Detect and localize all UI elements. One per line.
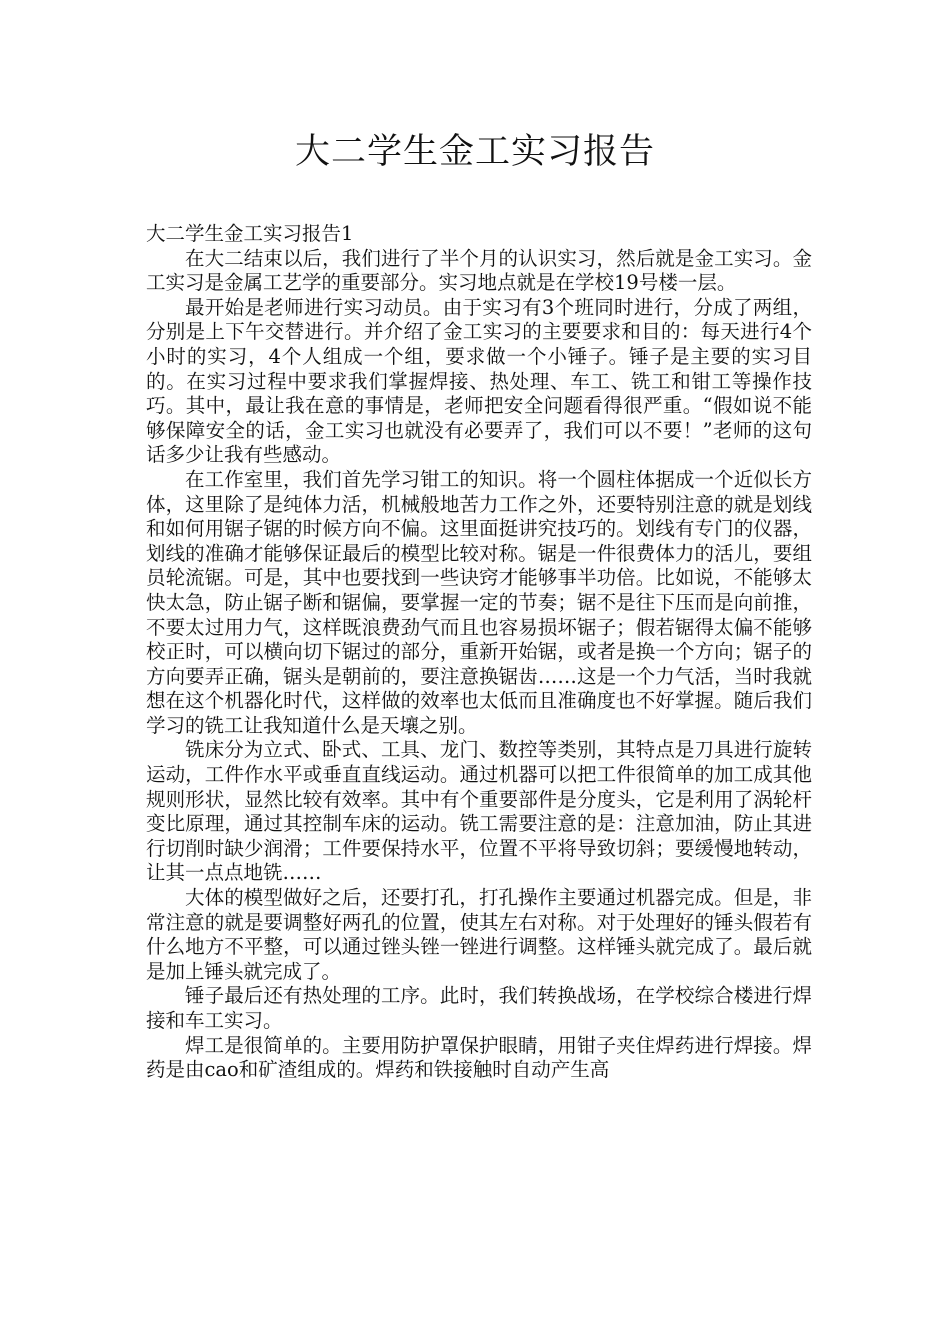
paragraph-mobilization: 最开始是老师进行实习动员。由于实习有3个班同时进行，分成了两组，分别是上下午交替进行。并介绍了金工实习的主要要求和目的：每天进行4个小时的实习，4个人组成一个组，要求做一个小锤子。锤子是主要的实习目的。在实习过程中要求我们掌握焊接、热处理、车工、铣工和钳工等操作技巧。其中，最让我在意的事情是，老师把安全问题看得很严重。“假如说不能够保障安全的话，金工实习也就没有必要弄了，我们可以不要！”老师的这句话多少让我有些感动。 xyxy=(146,295,812,467)
paragraph-milling: 铣床分为立式、卧式、工具、龙门、数控等类别，其特点是刀具进行旋转运动，工件作水平或垂直直线运动。通过机器可以把工件很简单的加工成其他规则形状，显然比较有效率。其中有个重要部件是分度头，它是利用了涡轮杆变比原理，通过其控制车床的运动。铣工需要注意的是：注意加油，防止其进行切削时缺少润滑；工件要保持水平，位置不平将导致切斜；要缓慢地转动，让其一点点地铣…… xyxy=(146,738,812,885)
paragraph-welding: 焊工是很简单的。主要用防护罩保护眼睛，用钳子夹住焊药进行焊接。焊药是由cao和矿渣组成的。焊药和铁接触时自动产生高 xyxy=(146,1033,812,1082)
document-title: 大二学生金工实习报告 xyxy=(294,132,655,172)
paragraph-intro: 在大二结束以后，我们进行了半个月的认识实习，然后就是金工实习。金工实习是金属工艺学的重要部分。实习地点就是在学校19号楼一层。 xyxy=(146,246,812,295)
document-body xyxy=(146,222,812,1083)
paragraph-drilling: 大体的模型做好之后，还要打孔，打孔操作主要通过机器完成。但是，非常注意的就是要调整好两孔的位置，使其左右对称。对于处理好的锤头假若有什么地方不平整，可以通过锉头锉一锉进行调整。这样锤头就完成了。最后就是加上锤头就完成了。 xyxy=(146,886,812,983)
paragraph-heat-treatment: 锤子最后还有热处理的工序。此时，我们转换战场，在学校综合楼进行焊接和车工实习。 xyxy=(146,984,812,1032)
paragraph-fitter-work: 在工作室里，我们首先学习钳工的知识。将一个圆柱体据成一个近似长方体，这里除了是纯体力活，机械般地苦力工作之外，还要特别注意的就是划线和如何用锯子锯的时候方向不偏。这里面挺讲究技巧的。划线有专门的仪器，划线的准确才能够保证最后的模型比较对称。锯是一件很费体力的活儿，要组员轮流锯。可是，其中也要找到一些诀窍才能够事半功倍。比如说，不能够太快太急，防止锯子断和锯偏，要掌握一定的节奏；锯不是往下压而是向前推，不要太过用力气，这样既浪费劲气而且也容易损坏锯子；假若锯得太偏不能够校正时，可以横向切下锯过的部分，重新开始锯，或者是换一个方向；锯子的方向要弄正确，锯头是朝前的，要注意换锯齿……这是一个力气活，当时我就想在这个机器化时代，这样做的效率也太低而且准确度也不好掌握。随后我们学习的铣工让我知道什么是天壤之别。 xyxy=(146,467,812,737)
section-heading: 大二学生金工实习报告1 xyxy=(146,222,354,245)
